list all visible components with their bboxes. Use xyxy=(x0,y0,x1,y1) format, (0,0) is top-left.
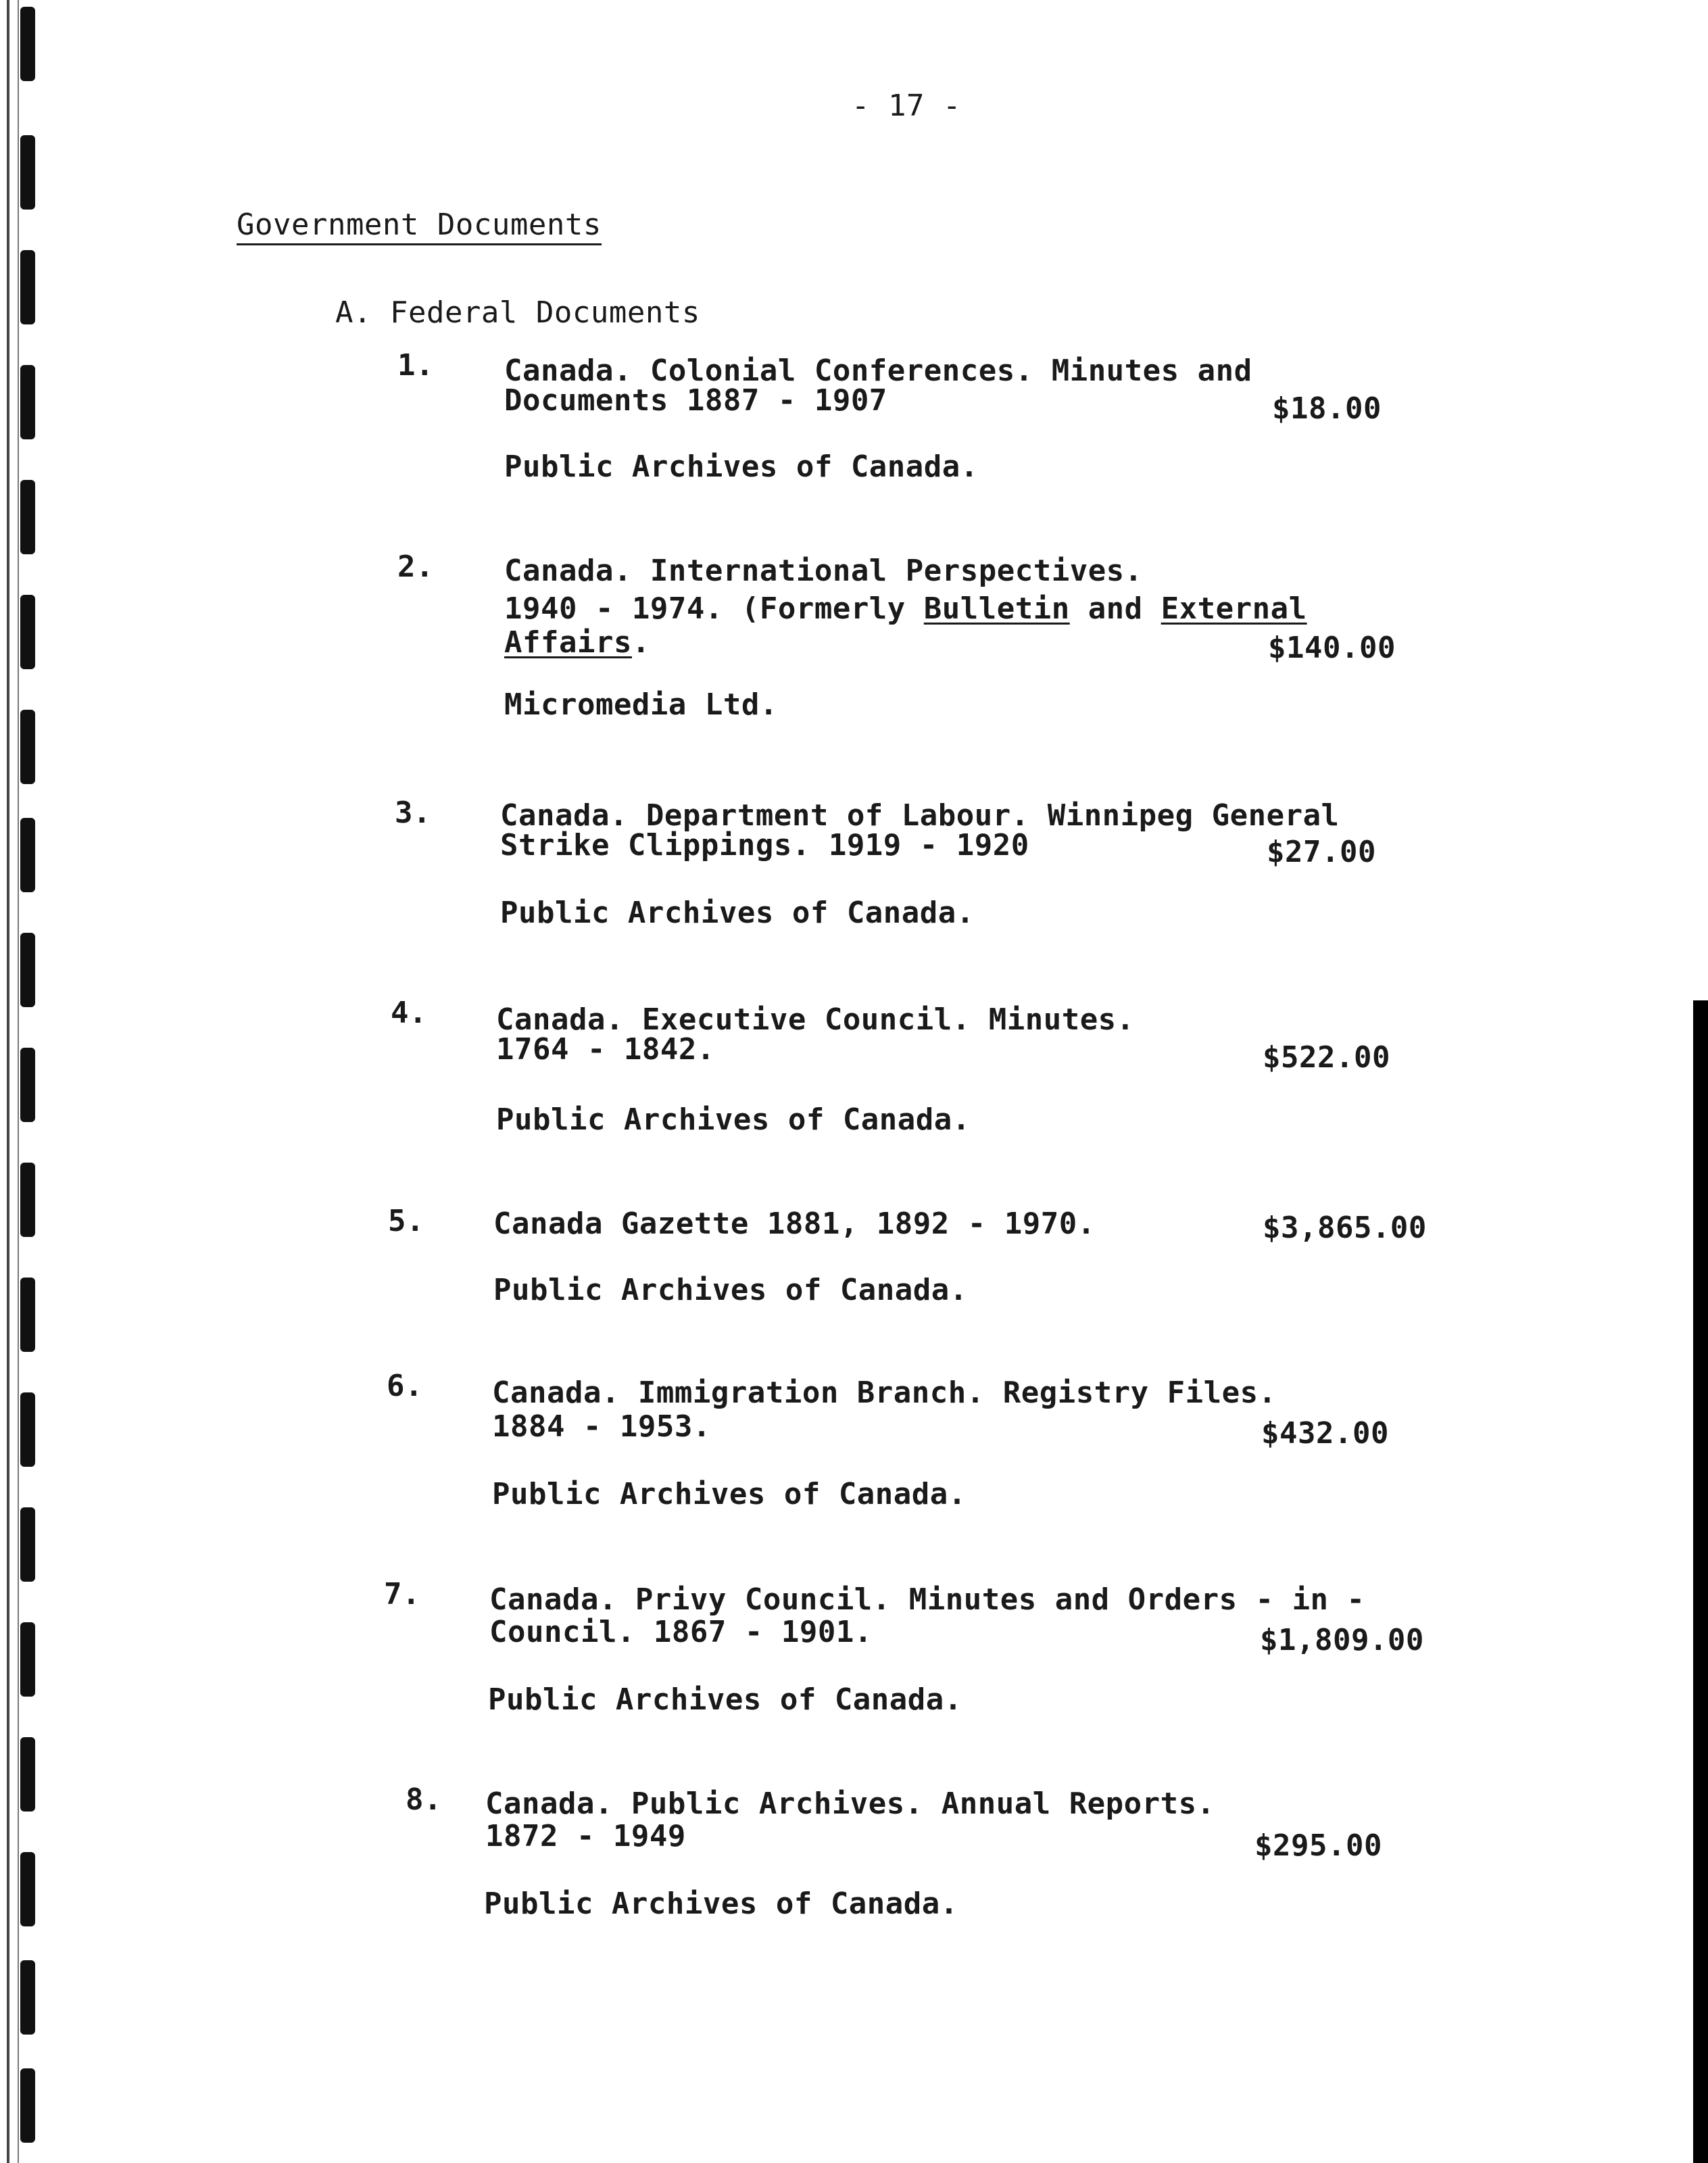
page-number: - 17 - xyxy=(852,89,961,123)
binding-hole xyxy=(20,1507,35,1582)
item-source: Public Archives of Canada. xyxy=(504,449,979,484)
item-source: Public Archives of Canada. xyxy=(496,1102,971,1137)
binding-hole xyxy=(20,365,35,439)
underlined-title: Affairs xyxy=(504,625,632,660)
item-number: 3. xyxy=(395,796,431,830)
item-title: Canada. Colonial Conferences. Minutes and xyxy=(504,354,1252,388)
item-source: Public Archives of Canada. xyxy=(488,1682,962,1717)
item-title: Canada. Department of Labour. Winnipeg General xyxy=(500,798,1340,833)
item-source: Public Archives of Canada. xyxy=(500,896,975,930)
binding-hole xyxy=(20,1392,35,1467)
item-title-continued: 1884 - 1953. xyxy=(492,1409,711,1444)
item-price: $432.00 xyxy=(1261,1416,1389,1451)
item-title-continued: Council. 1867 - 1901. xyxy=(489,1615,873,1649)
item-title: Canada. International Perspectives. xyxy=(504,554,1143,588)
binding-hole xyxy=(20,1737,35,1812)
binding-hole xyxy=(20,710,35,784)
binding-rail xyxy=(7,0,9,2163)
binding-hole xyxy=(20,1852,35,1926)
item-price: $27.00 xyxy=(1267,835,1376,869)
page-heading: Government Documents xyxy=(237,208,602,245)
item-price: $522.00 xyxy=(1263,1040,1390,1075)
item-title-continued: 1940 - 1974. (Formerly Bulletin and External xyxy=(504,591,1307,626)
scan-edge-shadow xyxy=(1693,1000,1708,2163)
item-price: $1,809.00 xyxy=(1260,1623,1424,1657)
item-title: Canada. Public Archives. Annual Reports. xyxy=(485,1787,1215,1821)
item-title-continued: 1872 - 1949 xyxy=(485,1819,686,1853)
item-title-continued: Documents 1887 - 1907 xyxy=(504,383,887,418)
underlined-title: External xyxy=(1161,591,1307,626)
item-number: 1. xyxy=(397,348,434,383)
item-source: Public Archives of Canada. xyxy=(492,1477,967,1511)
binding-hole xyxy=(20,818,35,892)
item-source: Public Archives of Canada. xyxy=(484,1887,958,1921)
item-price: $18.00 xyxy=(1272,391,1382,426)
spiral-binding xyxy=(0,0,54,2163)
binding-rail xyxy=(18,0,19,2163)
item-price: $295.00 xyxy=(1254,1828,1382,1863)
item-source: Public Archives of Canada. xyxy=(493,1273,968,1307)
binding-hole xyxy=(20,595,35,669)
item-number: 5. xyxy=(388,1204,424,1238)
binding-hole xyxy=(20,7,35,81)
item-price: $3,865.00 xyxy=(1263,1211,1427,1245)
item-title: Canada. Executive Council. Minutes. xyxy=(496,1002,1135,1037)
item-number: 8. xyxy=(406,1782,442,1817)
binding-hole xyxy=(20,1163,35,1237)
binding-hole xyxy=(20,135,35,210)
item-number: 4. xyxy=(391,996,427,1030)
item-number: 6. xyxy=(387,1369,423,1403)
item-title: Canada. Immigration Branch. Registry Files. xyxy=(492,1376,1277,1410)
binding-hole xyxy=(20,2068,35,2143)
item-number: 7. xyxy=(384,1577,420,1611)
binding-hole xyxy=(20,480,35,554)
binding-hole xyxy=(20,1048,35,1122)
section-title: A. Federal Documents xyxy=(335,295,700,330)
binding-hole xyxy=(20,1960,35,2035)
item-title: Canada Gazette 1881, 1892 - 1970. xyxy=(493,1207,1096,1241)
item-price: $140.00 xyxy=(1268,631,1396,665)
item-source: Micromedia Ltd. xyxy=(504,687,778,722)
underlined-title: Bulletin xyxy=(923,591,1070,626)
item-title-continued: Strike Clippings. 1919 - 1920 xyxy=(500,828,1029,862)
binding-hole xyxy=(20,933,35,1007)
binding-hole xyxy=(20,1278,35,1352)
item-number: 2. xyxy=(397,550,434,584)
item-title-continued: Affairs. xyxy=(504,625,650,660)
binding-hole xyxy=(20,1622,35,1697)
binding-hole xyxy=(20,250,35,324)
item-title-continued: 1764 - 1842. xyxy=(496,1032,715,1067)
item-title: Canada. Privy Council. Minutes and Orders - in - xyxy=(489,1582,1365,1617)
